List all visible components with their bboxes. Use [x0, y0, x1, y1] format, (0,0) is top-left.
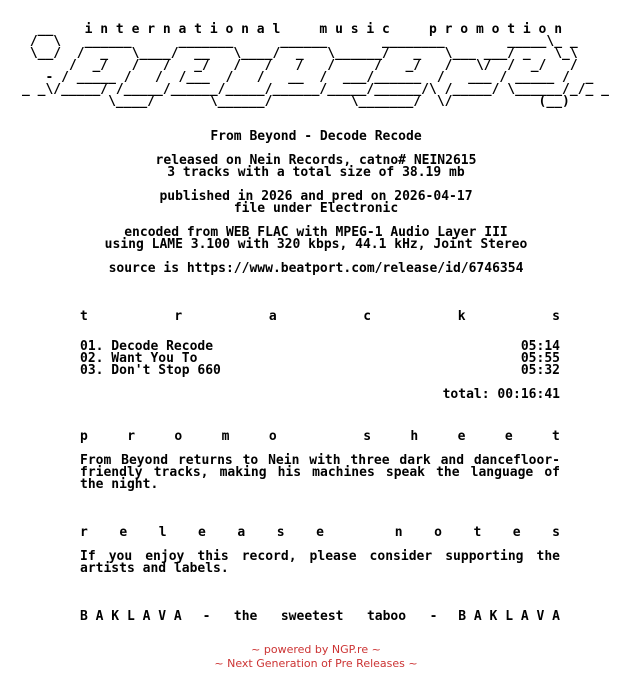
footer-powered-by: ~ powered by NGP.re ~ [251, 643, 381, 656]
track-list [80, 341, 560, 377]
promo-heading-letter: o [268, 429, 277, 444]
release-label: released on Nein Records, catno# NEIN2615 [155, 153, 477, 168]
release-genre: file under Electronic [233, 201, 399, 216]
promo-heading-letter: o [174, 429, 183, 444]
track-length: 05:55 [520, 351, 560, 366]
notes-heading-letter: o [434, 525, 442, 540]
notes-heading-letter: t [473, 525, 482, 540]
release-encoded: encoded from WEB FLAC with MPEG-1 Audio Layer III [124, 225, 508, 240]
notes-heading-letter: r [80, 525, 88, 540]
slogan [80, 611, 560, 623]
promo-heading-letter: m [221, 429, 230, 444]
notes-heading-letter: l [158, 525, 167, 540]
promo-heading-letter [316, 431, 324, 443]
tracks-total: total: 00:16:41 [442, 387, 560, 402]
promo-heading-letter: s [363, 429, 372, 444]
track-name: 01. Decode Recode [80, 339, 214, 354]
release-published: published in 2026 and pred on 2026-04-17 [159, 189, 473, 204]
release-title: From Beyond - Decode Recode [210, 129, 422, 144]
slogan-left: B A K L A V A [80, 609, 182, 624]
promo-heading-letter: r [127, 429, 136, 444]
slogan-right: B A K L A V A [458, 609, 560, 624]
track-length: 05:14 [520, 339, 560, 354]
release-lame: using LAME 3.100 with 320 kbps, 44.1 kHz, Joint Stereo [104, 237, 528, 252]
track-name: 02. Want You To [80, 351, 198, 366]
notes-heading-letter: n [394, 525, 403, 540]
track-name: 03. Don't Stop 660 [80, 363, 221, 378]
footer [0, 643, 632, 671]
tracks-heading-letter: c [363, 309, 372, 324]
promo-section [80, 431, 560, 491]
track-row [80, 365, 560, 377]
notes-heading-letter [355, 527, 363, 539]
notes-heading-letter: e [198, 525, 206, 540]
tracks-heading-letter: k [457, 309, 466, 324]
notes-heading [80, 527, 560, 539]
promo-heading-letter: e [504, 429, 513, 444]
notes-heading-letter: s [276, 525, 285, 540]
tracks-heading-letter: r [174, 309, 183, 324]
promo-text: From Beyond returns to Nein with three dark and dancefloor-friendly tracks, making his machines speak the language of the night. [80, 453, 560, 492]
tracks-heading-letter: t [80, 309, 88, 324]
notes-heading-letter: e [512, 525, 521, 540]
promo-heading-letter: t [552, 429, 560, 444]
promo-heading [80, 431, 560, 443]
notes-heading-letter: e [119, 525, 128, 540]
notes-text: If you enjoy this record, please consider supporting the artists and labels. [80, 549, 560, 576]
slogan-middle: - the sweetest taboo - [202, 609, 438, 624]
release-info [0, 131, 632, 275]
promo-heading-letter: p [80, 429, 88, 444]
footer-tagline: ~ Next Generation of Pre Releases ~ [214, 657, 418, 670]
release-source: source is https://www.beatport.com/release/id/6746354 [108, 261, 524, 276]
notes-heading-letter: s [552, 525, 560, 540]
notes-heading-letter: a [237, 525, 246, 540]
tracks-heading [80, 311, 560, 323]
tracks-section [80, 311, 560, 401]
release-tracks-size: 3 tracks with a total size of 38.19 mb [167, 165, 465, 180]
promo-heading-letter: h [410, 429, 419, 444]
logo-art: __ i n t e r n a t i o n a l m u s i c p r o m o t i o n / \ ______ _______ ______ ________ _____\_ _ \__/ / _ \____/ __ \____/ _ \______/ _ \___ ___/ _ \_\ / _/ / / _/ / / / / / _/ / \/ / _/ / - / _____ / / /___ / / __ / ___/______ / ___ / _____ / _ _ _\/_____/ /_____/______/_____/______/_____/______/\ /_____/ \______/_/_ _ \____/ \______/ \_______/ \/ (__) [22, 22, 609, 109]
track-length: 05:32 [520, 363, 560, 378]
notes-heading-letter: e [316, 525, 324, 540]
promo-heading-letter: e [457, 429, 466, 444]
tracks-heading-letter: a [268, 309, 277, 324]
notes-section [80, 527, 560, 575]
tracks-heading-letter: s [552, 309, 560, 324]
ascii-logo [22, 24, 622, 108]
